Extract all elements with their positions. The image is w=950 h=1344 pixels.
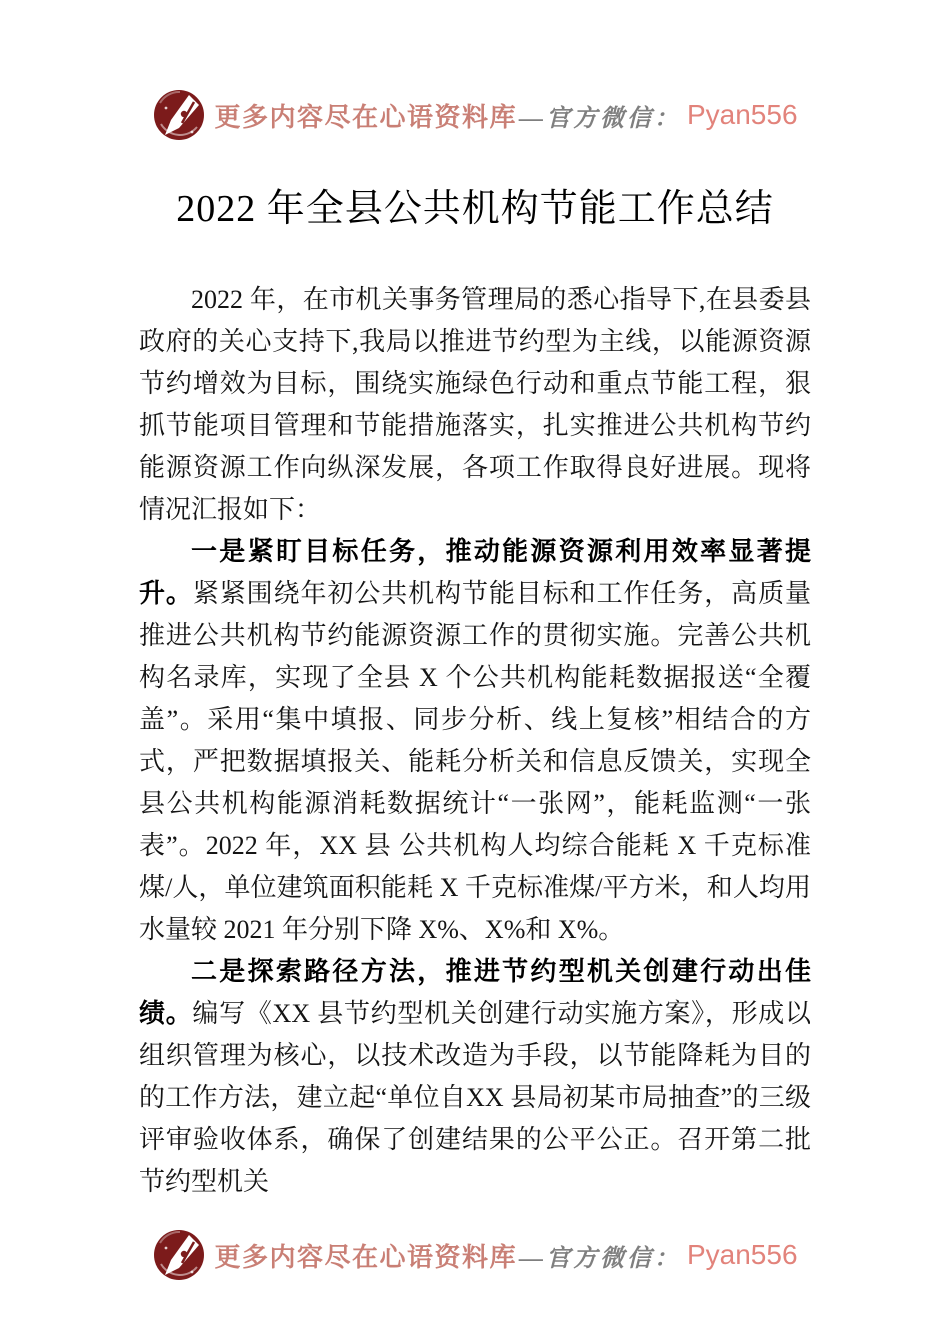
watermark-wechat-id: Pyan556: [686, 99, 798, 130]
paragraph-section-2: [139, 951, 811, 1203]
paragraph-section-1-lead: 一是紧盯目标任务，推动能源资源利用效率显著提升。: [139, 537, 811, 608]
paragraph-section-2-text: 编写《XX 县节约型机关创建行动实施方案》，形成以组织管理为核心，以技术改造为手段，以节能降耗为目的的工作方法，建立起“单位自XX 县局初某市局抽查”的三级评审验收体系，确保了创建结果的公平公正。召开第二批节约型机关: [139, 999, 811, 1196]
paragraph-intro: [139, 279, 811, 531]
footer-watermark: [0, 1226, 950, 1284]
watermark-wechat-label: —官方微信：: [518, 105, 681, 132]
paragraph-section-1: [139, 531, 811, 951]
document-body: [139, 279, 811, 1203]
pen-nib-logo-icon: [152, 1228, 206, 1282]
pen-nib-logo-icon: [152, 88, 206, 142]
paragraph-intro-text: 2022 年，在市机关事务管理局的悉心指导下,在县委县政府的关心支持下,我局以推进节约型为主线，以能源资源节约增效为目标，围绕实施绿色行动和重点节能工程，狠抓节能项目管理和节能措施落实，扎实推进公共机构节约能源资源工作向纵深发展，各项工作取得良好进展。现将情况汇报如下：: [139, 285, 811, 524]
watermark-wechat-id: Pyan556: [686, 1239, 798, 1270]
watermark-main-text: 更多内容尽在心语资料库: [214, 1242, 517, 1272]
document-title: 2022 年全县公共机构节能工作总结: [176, 188, 774, 230]
watermark-main-text: 更多内容尽在心语资料库: [214, 102, 517, 132]
header-watermark: [0, 86, 950, 144]
paragraph-section-2-lead: 二是探索路径方法，推进节约型机关创建行动出佳绩。: [139, 957, 811, 1028]
paragraph-section-1-text: 紧紧围绕年初公共机构节能目标和工作任务，高质量推进公共机构节约能源资源工作的贯彻实施。完善公共机构名录库，实现了全县 X 个公共机构能耗数据报送“全覆盖”。采用“集中填报、同步分析、线上复核”相结合的方式，严把数据填报关、能耗分析关和信息反馈关，实现全县公共机构能源消耗数据统计“一张网”，能耗监测“一张表”。2022 年，XX 县 公共机构人均综合能耗 X 千克标准煤/人，单位建筑面积能耗 X 千克标准煤/平方米，和人均用水量较 2021 年分别下降 X%、X%和 X%。: [139, 579, 811, 944]
watermark-wechat-label: —官方微信：: [518, 1245, 681, 1272]
